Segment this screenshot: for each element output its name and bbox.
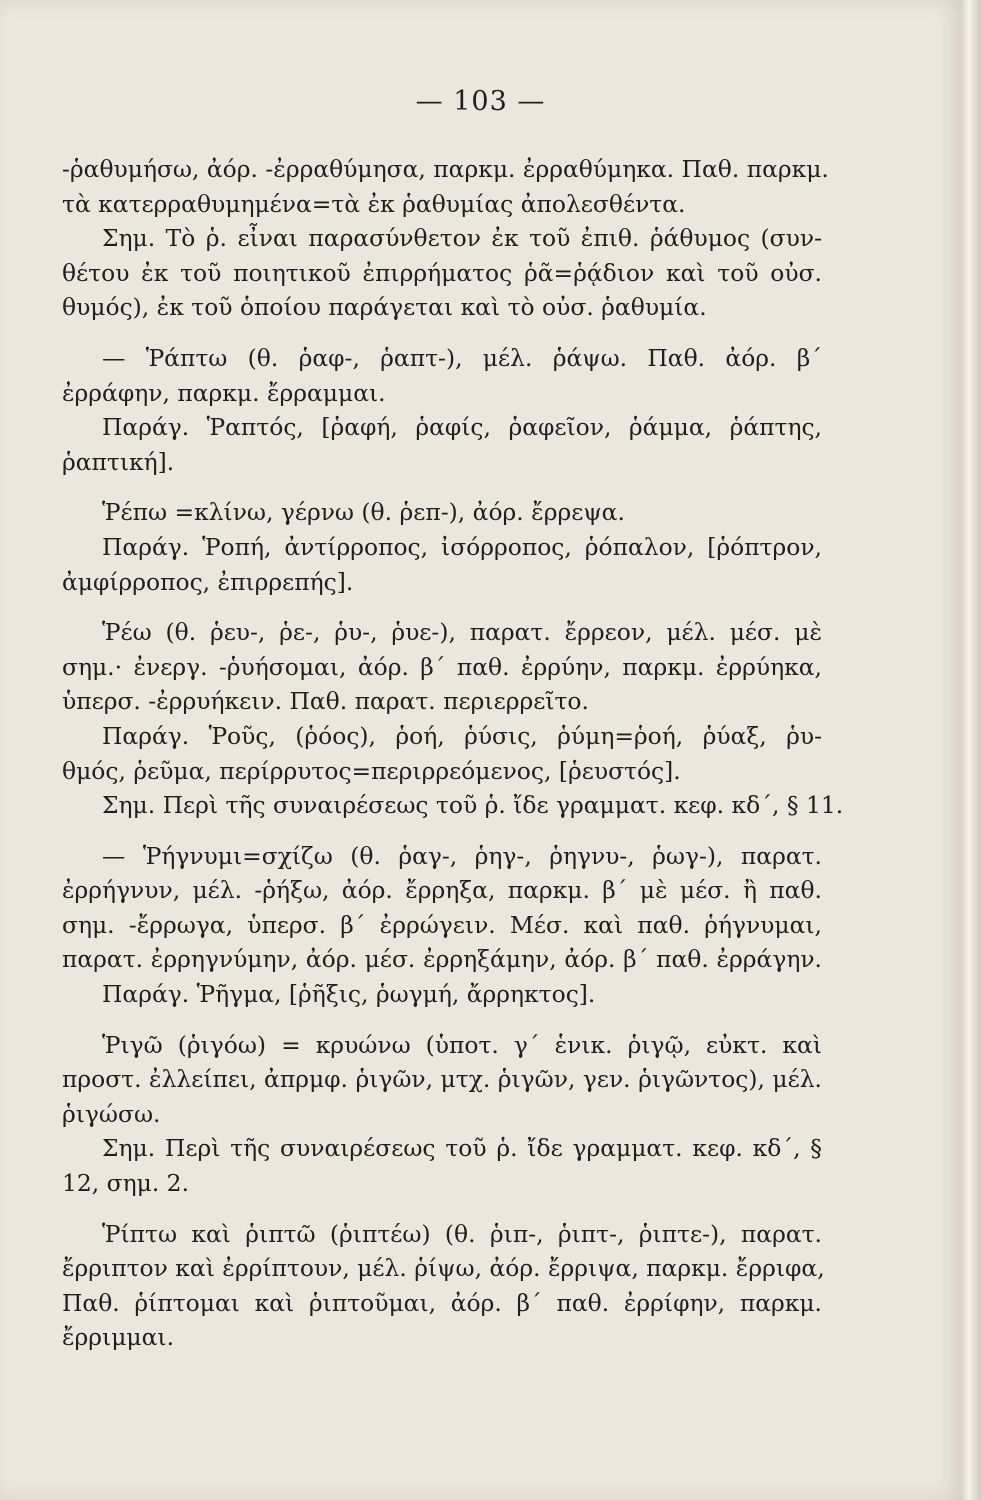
text-line: προστ. ἐλλείπει, ἀπρμφ. ῥιγῶν, μτχ. ῥιγῶν, γεν. ῥιγῶντος), μέλ. <box>62 1065 822 1094</box>
text-line: ἐρράφην, παρκμ. ἔρραμμαι. <box>62 378 386 407</box>
text-line: -ῥαθυμήσω, ἀόρ. -ἐρραθύμησα, παρκμ. ἐρραθύμηκα. Παθ. παρκμ. <box>62 155 829 183</box>
text-line: Παθ. ῥίπτομαι καὶ ῥιπτοῦμαι, ἀόρ. β´ παθ. ἐρρίφην, παρκμ. <box>62 1288 822 1317</box>
text-line: θέτου ἐκ τοῦ ποιητικοῦ ἐπιρρήματος ῥᾶ=ῥᾴδιον καὶ τοῦ οὐσ. <box>62 258 822 287</box>
entry-headword-line: — Ῥήγνυμι=σχίζω (θ. ῥαγ-, ῥηγ-, ῥηγνυ-, ῥωγ-), παρατ. <box>102 841 822 870</box>
text-line: τὰ κατερραθυμημένα=τὰ ἐκ ῥαθυμίας ἀπολεσθέντα. <box>62 189 686 218</box>
text-line: Σημ. Περὶ τῆς συναιρέσεως τοῦ ῥ. ἴδε γραμματ. κεφ. κδ´, § <box>102 1134 822 1163</box>
page-number: — 103 — <box>415 86 546 117</box>
dictionary-text <box>62 152 844 1355</box>
page-edge <box>961 0 981 1500</box>
text-line: Σημ. Τὸ ῥ. εἶναι παρασύνθετον ἐκ τοῦ ἐπιθ. ῥάθυμος (συν- <box>102 224 822 253</box>
text-line: 12, σημ. 2. <box>62 1169 190 1198</box>
text-line: Παράγ. Ῥῆγμα, [ῥῆξις, ῥωγμή, ἄρρηκτος]. <box>102 980 596 1009</box>
text-line: σημ. -ἔρρωγα, ὑπερσ. β´ ἐρρώγειν. Μέσ. καὶ παθ. ῥήγνυμαι, <box>62 910 822 939</box>
entry-headword-line: Ῥέω (θ. ῥευ-, ῥε-, ῥυ-, ῥυε-), παρατ. ἔρρεον, μέλ. μέσ. μὲ <box>102 618 822 647</box>
paragraph-gap <box>62 1012 822 1028</box>
paragraph-gap <box>62 599 822 615</box>
text-line: ῥιγώσω. <box>62 1099 161 1128</box>
entry-headword-line: Ῥέπω =κλίνω, γέρνω (θ. ῥεπ-), ἀόρ. ἔρρεψα. <box>102 498 625 527</box>
entry-headword-line: — Ῥάπτω (θ. ῥαφ-, ῥαπτ-), μέλ. ῥάψω. Παθ. ἀόρ. β´ <box>102 343 822 372</box>
text-line: ὑπερσ. -ἐρρυήκειν. Παθ. παρατ. περιερρεῖτο. <box>62 687 589 716</box>
text-line: ἔρριπτον καὶ ἐρρίπτουν, μέλ. ῥίψω, ἀόρ. ἔρριψα, παρκμ. ἔρριφα, <box>62 1254 825 1283</box>
text-line: παρατ. ἐρρηγνύμην, ἀόρ. μέσ. ἐρρηξάμην, ἀόρ. β´ παθ. ἐρράγην. <box>62 945 822 974</box>
paragraph-gap <box>62 325 822 341</box>
paragraph-gap <box>62 823 822 839</box>
text-line: θμός, ῥεῦμα, περίρρυτος=περιρρεόμενος, [ῥευστός]. <box>62 756 681 785</box>
paragraph-gap <box>62 479 822 495</box>
text-line: Σημ. Περὶ τῆς συναιρέσεως τοῦ ῥ. ἴδε γραμματ. κεφ. κδ´, § 11. <box>102 791 844 820</box>
text-line: θυμός), ἐκ τοῦ ὁποίου παράγεται καὶ τὸ οὐσ. ῥαθυμία. <box>62 293 707 322</box>
text-line: Παράγ. Ῥαπτός, [ῥαφή, ῥαφίς, ῥαφεῖον, ῥάμμα, ῥάπτης, <box>102 413 822 442</box>
paragraph-gap <box>62 1201 822 1217</box>
text-line: σημ.· ἐνεργ. -ῥυήσομαι, ἀόρ. β´ παθ. ἐρρύην, παρκμ. ἐρρύηκα, <box>62 652 822 681</box>
text-line: ἐρρήγνυν, μέλ. -ῥήξω, ἀόρ. ἔρρηξα, παρκμ. β´ μὲ μέσ. ἢ παθ. <box>62 876 822 905</box>
text-line: ἀμφίρροπος, ἐπιρρεπής]. <box>62 567 354 596</box>
text-line: Παράγ. Ῥοῦς, (ῥόος), ῥοή, ῥύσις, ῥύμη=ῥοή, ῥύαξ, ῥυ- <box>102 721 822 750</box>
text-line: ἔρριμμαι. <box>62 1323 175 1352</box>
text-line: ῥαπτική]. <box>62 447 175 476</box>
entry-headword-line: Ῥίπτω καὶ ῥιπτῶ (ῥιπτέω) (θ. ῥιπ-, ῥιπτ-, ῥιπτε-), παρατ. <box>102 1219 822 1248</box>
entry-headword-line: Ῥιγῶ (ῥιγόω) = κρυώνω (ὑποτ. γ´ ἑνικ. ῥιγῷ, εὐκτ. καὶ <box>102 1030 822 1059</box>
text-line: Παράγ. Ῥοπή, ἀντίρροπος, ἰσόρροπος, ῥόπαλον, [ῥόπτρον, <box>102 532 822 561</box>
